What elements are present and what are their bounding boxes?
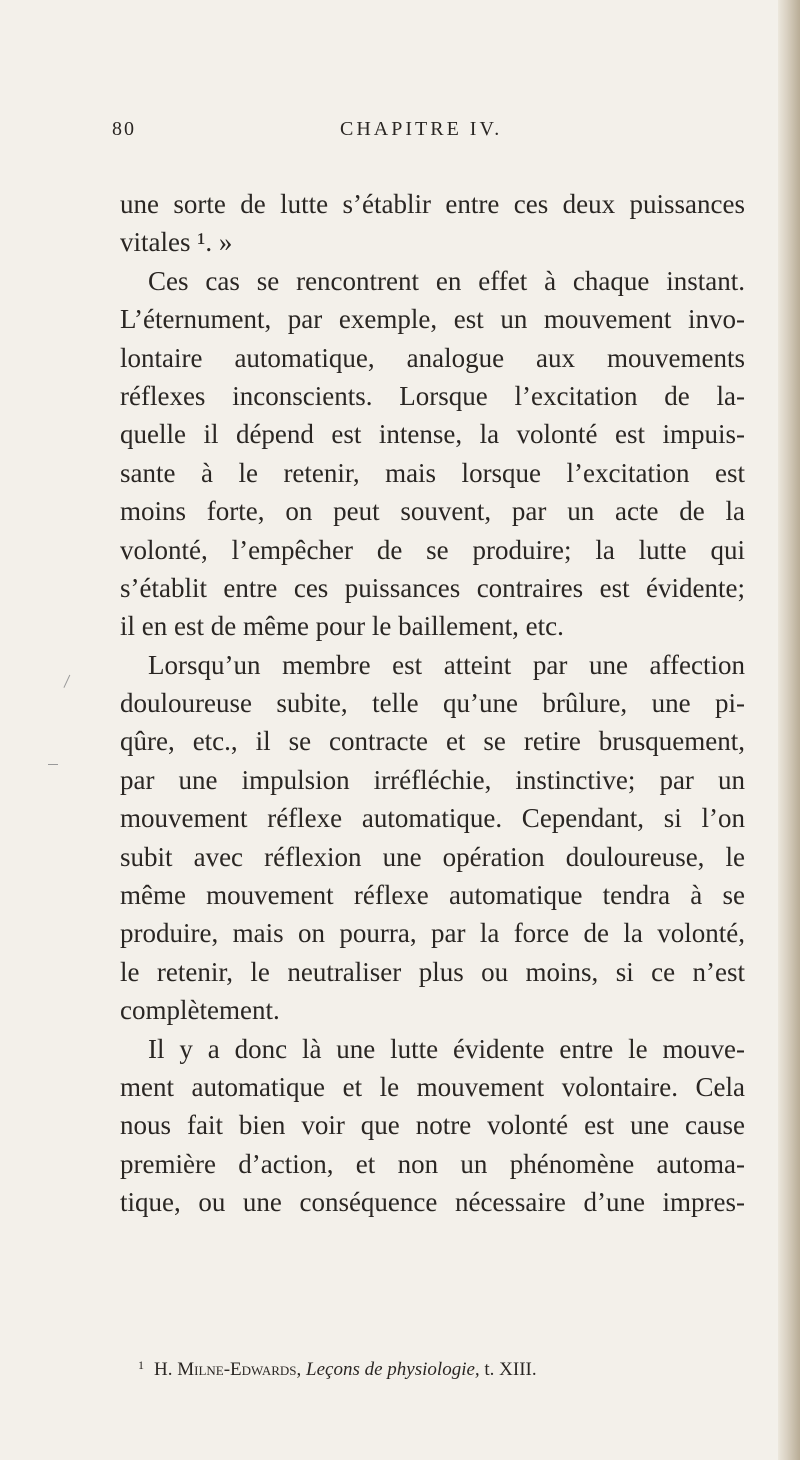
text-line: complètement. [120, 995, 280, 1026]
running-head: CHAPITRE IV. [340, 118, 503, 140]
text-line: même mouvement réflexe automatique tendra à se [120, 880, 745, 911]
page-edge-shadow [778, 0, 800, 1460]
page-header [112, 118, 710, 146]
text-line: qûre, etc., il se contracte et se retire brusquement, [120, 726, 745, 757]
text-line: ment automatique et le mouvement volontaire. Cela [120, 1071, 745, 1102]
footnote-author: H. Milne-Edwards, [154, 1359, 302, 1380]
page-number: 80 [112, 118, 136, 140]
text-line: mouvement réflexe automatique. Cependant, si l’on [120, 803, 745, 834]
text-line: L’éternument, par exemple, est un mouvement invo- [120, 304, 745, 335]
text-line: première d’action, et non un phénomène automa- [120, 1148, 745, 1179]
body-text [120, 185, 745, 1222]
text-line: douloureuse subite, telle qu’une brûlure, une pi- [120, 688, 745, 719]
text-line: produire, mais on pourra, par la force de la volonté, [120, 918, 745, 949]
stray-ink-dash [48, 764, 58, 765]
text-line: il en est de même pour le baillement, etc. [120, 611, 564, 642]
footnote [138, 1358, 758, 1381]
text-line: sante à le retenir, mais lorsque l’excitation est [120, 457, 745, 488]
footnote-volume: t. XIII. [484, 1359, 537, 1380]
text-line: moins forte, on peut souvent, par un acte de la [120, 496, 745, 527]
text-line: lontaire automatique, analogue aux mouvements [120, 342, 745, 373]
text-line: par une impulsion irréfléchie, instinctive; par un [120, 764, 745, 795]
text-line: vitales ¹. » [120, 227, 233, 258]
text-line: nous fait bien voir que notre volonté est une cause [120, 1110, 745, 1141]
text-line: Il y a donc là une lutte évidente entre le mouve- [148, 1033, 745, 1064]
text-line: tique, ou une conséquence nécessaire d’une impres- [120, 1187, 745, 1218]
text-line: une sorte de lutte s’établir entre ces deux puissances [120, 189, 745, 219]
text-line: s’établit entre ces puissances contraires est évidente; [120, 572, 745, 603]
text-line: le retenir, le neutraliser plus ou moins, si ce n’est [120, 956, 745, 987]
text-line: Lorsqu’un membre est atteint par une affection [148, 649, 745, 680]
footnote-title: Leçons de physiologie, [306, 1359, 480, 1380]
text-line: volonté, l’empêcher de se produire; la lutte qui [120, 534, 745, 565]
text-line: réflexes inconscients. Lorsque l’excitation de la- [120, 380, 745, 411]
footnote-marker: 1 [138, 1358, 144, 1372]
text-line: quelle il dépend est intense, la volonté est impuis- [120, 419, 745, 450]
text-line: subit avec réflexion une opération douloureuse, le [120, 841, 745, 872]
text-line: Ces cas se rencontrent en effet à chaque instant. [148, 265, 745, 296]
stray-ink-mark [63, 675, 77, 691]
